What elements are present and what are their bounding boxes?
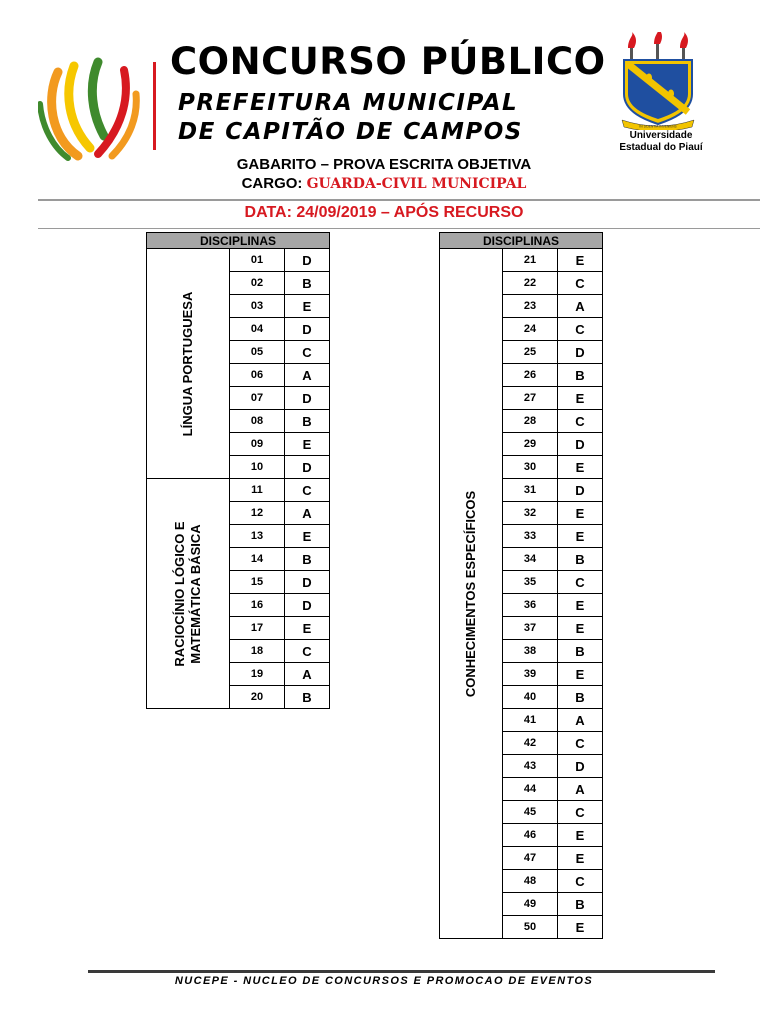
question-number: 12	[230, 502, 285, 525]
subject-label-line: LÍNGUA PORTUGUESA	[180, 291, 195, 436]
question-number: 41	[503, 709, 558, 732]
answer-letter: D	[558, 479, 603, 502]
answer-letter: D	[558, 755, 603, 778]
answer-letter: D	[285, 456, 330, 479]
answer-letter: C	[285, 640, 330, 663]
crest-motto: IN SCIENTIA INVENIENS	[639, 124, 677, 129]
question-number: 49	[503, 893, 558, 916]
question-number: 32	[503, 502, 558, 525]
answer-letter: D	[558, 433, 603, 456]
answer-letter: C	[558, 410, 603, 433]
cargo-label: CARGO:	[241, 175, 303, 192]
question-number: 34	[503, 548, 558, 571]
footer-text: NUCEPE - NUCLEO DE CONCURSOS E PROMOCAO DE EVENTOS	[174, 975, 594, 987]
answer-letter: A	[285, 663, 330, 686]
subject-label-line: CONHECIMENTOS ESPECÍFICOS	[463, 490, 478, 697]
answer-letter: D	[285, 249, 330, 272]
university-crest-icon	[620, 32, 696, 130]
table-row	[440, 249, 603, 272]
question-number: 27	[503, 387, 558, 410]
divider-bottom	[38, 228, 760, 229]
question-number: 03	[230, 295, 285, 318]
table-row	[147, 479, 330, 502]
answer-letter: A	[285, 364, 330, 387]
answer-letter: C	[558, 272, 603, 295]
answer-letter: C	[558, 801, 603, 824]
subject-label-line: MATEMÁTICA BÁSICA	[188, 523, 203, 664]
answer-letter: A	[558, 709, 603, 732]
answer-letter: E	[558, 824, 603, 847]
question-number: 16	[230, 594, 285, 617]
answer-letter: B	[285, 410, 330, 433]
answer-letter: B	[558, 640, 603, 663]
question-number: 46	[503, 824, 558, 847]
question-number: 40	[503, 686, 558, 709]
question-number: 38	[503, 640, 558, 663]
answer-letter: A	[558, 295, 603, 318]
footer-line	[88, 970, 715, 973]
question-number: 44	[503, 778, 558, 801]
question-number: 14	[230, 548, 285, 571]
answer-letter: C	[285, 341, 330, 364]
question-number: 19	[230, 663, 285, 686]
answer-letter: D	[558, 341, 603, 364]
question-number: 33	[503, 525, 558, 548]
answer-letter: E	[285, 525, 330, 548]
subject-label	[172, 521, 204, 666]
question-number: 39	[503, 663, 558, 686]
question-number: 06	[230, 364, 285, 387]
question-number: 21	[503, 249, 558, 272]
question-number: 22	[503, 272, 558, 295]
answer-letter: C	[558, 318, 603, 341]
answer-letter: E	[558, 387, 603, 410]
answer-letter: B	[558, 686, 603, 709]
answer-letter: E	[558, 594, 603, 617]
university-name	[605, 130, 717, 154]
subject-label-line: RACIOCÍNIO LÓGICO E	[172, 520, 187, 667]
answer-letter: B	[285, 272, 330, 295]
question-number: 31	[503, 479, 558, 502]
question-number: 04	[230, 318, 285, 341]
answer-letter: E	[558, 525, 603, 548]
answer-letter: C	[558, 870, 603, 893]
header-divider	[153, 62, 156, 150]
subtitle-line-1: PREFEITURA MUNICIPAL	[178, 90, 519, 116]
answer-letter: D	[285, 318, 330, 341]
cargo-line	[0, 175, 768, 192]
answer-letter: E	[558, 249, 603, 272]
subject-label	[180, 291, 196, 436]
answer-letter: B	[558, 893, 603, 916]
subtitle-line-2: DE CAPITÃO DE CAMPOS	[178, 119, 523, 145]
university-name-line-1: Universidade	[629, 130, 693, 141]
subject-cell	[147, 249, 230, 479]
question-number: 26	[503, 364, 558, 387]
question-number: 18	[230, 640, 285, 663]
divider-top	[38, 199, 760, 201]
page-title: CONCURSO PÚBLICO	[170, 40, 606, 83]
gabarito-title: GABARITO – PROVA ESCRITA OBJETIVA	[236, 156, 532, 173]
question-number: 25	[503, 341, 558, 364]
subject-cell	[440, 249, 503, 939]
question-number: 36	[503, 594, 558, 617]
question-number: 43	[503, 755, 558, 778]
answer-letter: E	[285, 617, 330, 640]
question-number: 47	[503, 847, 558, 870]
answer-letter: E	[558, 617, 603, 640]
question-number: 01	[230, 249, 285, 272]
answer-letter: A	[285, 502, 330, 525]
answer-letter: E	[285, 433, 330, 456]
question-number: 15	[230, 571, 285, 594]
question-number: 17	[230, 617, 285, 640]
answer-letter: E	[285, 295, 330, 318]
question-number: 48	[503, 870, 558, 893]
table-row	[147, 249, 330, 272]
university-name-line-2: Estadual do Piauí	[619, 142, 703, 153]
answer-letter: D	[285, 571, 330, 594]
question-number: 29	[503, 433, 558, 456]
answer-letter: A	[558, 778, 603, 801]
question-number: 37	[503, 617, 558, 640]
question-number: 23	[503, 295, 558, 318]
question-number: 11	[230, 479, 285, 502]
answer-letter: C	[558, 732, 603, 755]
answer-letter: B	[558, 548, 603, 571]
question-number: 50	[503, 916, 558, 939]
answer-table-2	[439, 232, 603, 939]
answer-letter: C	[558, 571, 603, 594]
disciplinas-header: DISCIPLINAS	[147, 233, 330, 249]
answer-letter: B	[558, 364, 603, 387]
subject-label	[463, 490, 479, 696]
question-number: 24	[503, 318, 558, 341]
prefeitura-logo-icon	[38, 52, 150, 162]
answer-table-1	[146, 232, 330, 709]
question-number: 45	[503, 801, 558, 824]
date-line: DATA: 24/09/2019 – APÓS RECURSO	[244, 204, 524, 221]
answer-letter: D	[285, 387, 330, 410]
disciplinas-header: DISCIPLINAS	[440, 233, 603, 249]
question-number: 30	[503, 456, 558, 479]
question-number: 02	[230, 272, 285, 295]
question-number: 07	[230, 387, 285, 410]
answer-letter: B	[285, 686, 330, 709]
question-number: 28	[503, 410, 558, 433]
cargo-value: GUARDA-CIVIL MUNICIPAL	[306, 176, 527, 192]
answer-letter: B	[285, 548, 330, 571]
question-number: 42	[503, 732, 558, 755]
question-number: 20	[230, 686, 285, 709]
answer-letter: E	[558, 502, 603, 525]
answer-letter: E	[558, 847, 603, 870]
subject-cell	[147, 479, 230, 709]
question-number: 08	[230, 410, 285, 433]
answer-letter: E	[558, 663, 603, 686]
answer-letter: D	[285, 594, 330, 617]
answer-letter: E	[558, 916, 603, 939]
question-number: 09	[230, 433, 285, 456]
question-number: 05	[230, 341, 285, 364]
question-number: 10	[230, 456, 285, 479]
answer-letter: E	[558, 456, 603, 479]
question-number: 35	[503, 571, 558, 594]
answer-letter: C	[285, 479, 330, 502]
question-number: 13	[230, 525, 285, 548]
